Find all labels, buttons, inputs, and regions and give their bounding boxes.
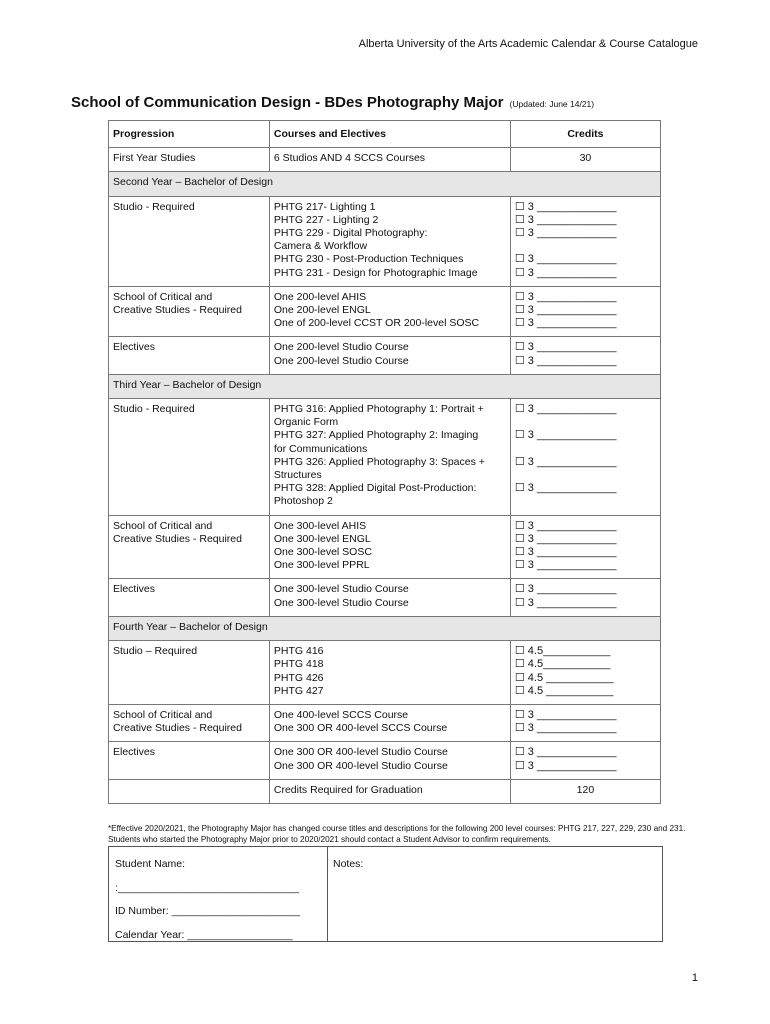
credit-checkbox[interactable]: ☐ 3 _____________ bbox=[514, 746, 617, 759]
cell-line: PHTG 227 - Lighting 2 bbox=[273, 213, 379, 226]
courses-cell bbox=[269, 399, 510, 516]
cell-line: PHTG 328: Applied Digital Post-Production: bbox=[273, 482, 477, 495]
cell-line: Electives bbox=[113, 341, 156, 354]
cell-line: School of Critical and bbox=[113, 708, 213, 721]
section-header-row bbox=[109, 172, 661, 196]
total-credits: 120 bbox=[510, 779, 660, 803]
credit-checkbox bbox=[515, 443, 656, 456]
progression-cell bbox=[109, 286, 270, 337]
cell-line: for Communications bbox=[273, 442, 368, 455]
cell-line: Creative Studies - Required bbox=[113, 532, 242, 545]
first-year-credits: 30 bbox=[510, 148, 660, 172]
courses-cell bbox=[269, 515, 510, 579]
credit-checkbox bbox=[515, 469, 656, 482]
courses-cell bbox=[269, 641, 510, 705]
cell-line: Electives bbox=[113, 583, 156, 596]
credits-cell bbox=[510, 579, 660, 616]
progression-cell bbox=[109, 742, 270, 779]
cell-line: PHTG 326: Applied Photography 3: Spaces + bbox=[273, 455, 485, 468]
notes-label: Notes: bbox=[333, 858, 364, 870]
running-header: Alberta University of the Arts Academic Calendar & Course Catalogue bbox=[358, 38, 698, 50]
student-info-box bbox=[108, 846, 663, 942]
cell-line: Studio – Required bbox=[113, 645, 198, 658]
title-text: School of Communication Design - BDes Photography Major bbox=[71, 94, 504, 111]
cell-line: PHTG 426 bbox=[273, 671, 324, 684]
cell-line: PHTG 416 bbox=[273, 645, 324, 658]
progression-cell bbox=[109, 704, 270, 741]
program-table bbox=[108, 120, 661, 804]
section-title: Second Year – Bachelor of Design bbox=[109, 172, 661, 196]
cell-line: One 300-level Studio Course bbox=[273, 596, 409, 609]
credit-checkbox[interactable]: ☐ 3 _____________ bbox=[514, 722, 617, 735]
courses-cell bbox=[269, 286, 510, 337]
total-row bbox=[109, 779, 661, 803]
cell-line: PHTG 418 bbox=[273, 658, 324, 671]
requirement-row bbox=[109, 196, 661, 286]
credit-checkbox[interactable]: ☐ 3 _____________ bbox=[514, 253, 617, 266]
credit-checkbox[interactable]: ☐ 4.5 ___________ bbox=[514, 684, 614, 697]
credit-checkbox[interactable]: ☐ 3 _____________ bbox=[514, 213, 617, 226]
cell-line: Structures bbox=[273, 469, 322, 482]
cell-line: PHTG 217- Lighting 1 bbox=[273, 200, 376, 213]
cell-line: Camera & Workflow bbox=[273, 240, 368, 253]
section-header-row bbox=[109, 374, 661, 398]
cell-line: One 300-level AHIS bbox=[273, 519, 367, 532]
page-number: 1 bbox=[691, 972, 698, 984]
credit-checkbox[interactable]: ☐ 3 _____________ bbox=[514, 559, 617, 572]
credit-checkbox[interactable]: ☐ 3 _____________ bbox=[514, 403, 617, 416]
cell-line: One 300-level ENGL bbox=[273, 532, 371, 545]
cell-line: PHTG 316: Applied Photography 1: Portrait + bbox=[273, 403, 484, 416]
cell-line: One 200-level ENGL bbox=[273, 304, 371, 317]
cell-line: Studio - Required bbox=[113, 403, 195, 416]
credit-checkbox[interactable]: ☐ 3 _____________ bbox=[514, 317, 617, 330]
first-year-courses: 6 Studios AND 4 SCCS Courses bbox=[269, 148, 510, 172]
student-name-line[interactable]: :_______________________________ bbox=[115, 882, 299, 894]
credit-checkbox[interactable]: ☐ 3 _____________ bbox=[514, 341, 617, 354]
student-name-label: Student Name: bbox=[115, 858, 186, 870]
section-header-row bbox=[109, 616, 661, 640]
cell-line: One 200-level Studio Course bbox=[273, 341, 409, 354]
progression-cell bbox=[109, 399, 270, 516]
credit-checkbox[interactable]: ☐ 3 _____________ bbox=[514, 227, 617, 240]
calendar-year-field[interactable]: Calendar Year: __________________ bbox=[115, 929, 293, 941]
cell-line: One 300 OR 400-level Studio Course bbox=[273, 746, 448, 759]
credit-checkbox[interactable]: ☐ 4.5___________ bbox=[514, 658, 611, 671]
requirement-row bbox=[109, 399, 661, 516]
cell-line: One 400-level SCCS Course bbox=[273, 708, 409, 721]
credit-checkbox[interactable]: ☐ 3 _____________ bbox=[514, 354, 617, 367]
table-header-row bbox=[109, 121, 661, 148]
progression-cell bbox=[109, 337, 270, 374]
credit-checkbox[interactable]: ☐ 3 _____________ bbox=[514, 759, 617, 772]
credit-checkbox[interactable]: ☐ 4.5___________ bbox=[514, 645, 611, 658]
credits-cell bbox=[510, 515, 660, 579]
cell-line: School of Critical and bbox=[113, 290, 213, 303]
cell-line: Photoshop 2 bbox=[273, 495, 333, 508]
total-empty-cell bbox=[109, 779, 270, 803]
cell-line: PHTG 229 - Digital Photography: bbox=[273, 227, 428, 240]
cell-line: One 300-level PPRL bbox=[273, 559, 370, 572]
credit-checkbox[interactable]: ☐ 3 _____________ bbox=[514, 596, 617, 609]
credits-cell bbox=[510, 399, 660, 516]
cell-line: Organic Form bbox=[273, 416, 339, 429]
credit-checkbox bbox=[515, 495, 656, 508]
credit-checkbox bbox=[515, 240, 656, 253]
cell-line: One 300-level SOSC bbox=[273, 546, 372, 559]
credit-checkbox[interactable]: ☐ 3 _____________ bbox=[514, 304, 617, 317]
credits-cell bbox=[510, 704, 660, 741]
courses-cell bbox=[269, 196, 510, 286]
credit-checkbox[interactable]: ☐ 3 _____________ bbox=[514, 583, 617, 596]
cell-line: One 200-level Studio Course bbox=[273, 354, 409, 367]
cell-line: One 200-level AHIS bbox=[273, 290, 367, 303]
cell-line: One of 200-level CCST OR 200-level SOSC bbox=[273, 317, 480, 330]
credits-cell bbox=[510, 286, 660, 337]
requirement-row bbox=[109, 286, 661, 337]
cell-line: One 300-level Studio Course bbox=[273, 583, 409, 596]
box-divider bbox=[327, 847, 328, 941]
cell-line: One 300 OR 400-level SCCS Course bbox=[273, 722, 448, 735]
credit-checkbox[interactable]: ☐ 4.5 ___________ bbox=[514, 671, 614, 684]
id-number-field[interactable]: ID Number: ______________________ bbox=[115, 905, 301, 917]
cell-line: Creative Studies - Required bbox=[113, 304, 242, 317]
progression-cell bbox=[109, 641, 270, 705]
credit-checkbox[interactable]: ☐ 3 _____________ bbox=[514, 519, 617, 532]
cell-line: One 300 OR 400-level Studio Course bbox=[273, 759, 448, 772]
cell-line: School of Critical and bbox=[113, 519, 213, 532]
credit-checkbox[interactable]: ☐ 3 _____________ bbox=[514, 546, 617, 559]
progression-cell bbox=[109, 515, 270, 579]
first-year-row bbox=[109, 148, 661, 172]
credits-cell bbox=[510, 641, 660, 705]
credits-cell bbox=[510, 337, 660, 374]
first-year-label: First Year Studies bbox=[109, 148, 270, 172]
cell-line: PHTG 230 - Post-Production Techniques bbox=[273, 253, 464, 266]
page-title bbox=[71, 94, 594, 111]
courses-cell bbox=[269, 742, 510, 779]
credit-checkbox[interactable]: ☐ 3 _____________ bbox=[514, 708, 617, 721]
requirement-row bbox=[109, 579, 661, 616]
section-title: Fourth Year – Bachelor of Design bbox=[109, 616, 661, 640]
requirement-row bbox=[109, 641, 661, 705]
header-progression: Progression bbox=[109, 121, 270, 148]
cell-line: PHTG 327: Applied Photography 2: Imaging bbox=[273, 429, 479, 442]
requirement-row bbox=[109, 742, 661, 779]
cell-line: Studio - Required bbox=[113, 200, 195, 213]
total-label: Credits Required for Graduation bbox=[269, 779, 510, 803]
requirement-row bbox=[109, 704, 661, 741]
requirement-row bbox=[109, 337, 661, 374]
credit-checkbox bbox=[515, 416, 656, 429]
progression-cell bbox=[109, 196, 270, 286]
credit-checkbox[interactable]: ☐ 3 _____________ bbox=[514, 455, 617, 468]
cell-line: Electives bbox=[113, 746, 156, 759]
credit-checkbox[interactable]: ☐ 3 _____________ bbox=[514, 200, 617, 213]
section-title: Third Year – Bachelor of Design bbox=[109, 374, 661, 398]
header-credits: Credits bbox=[510, 121, 660, 148]
credits-cell bbox=[510, 196, 660, 286]
footnote: *Effective 2020/2021, the Photography Major has changed course titles and descriptions for the following 200 level courses: PHTG 217, 227, 229, 230 and 231. Students who started the Photography Major prior to 2020/2021 should contact a Student Advisor to confirm requirements. bbox=[108, 824, 686, 844]
credit-checkbox[interactable]: ☐ 3 _____________ bbox=[514, 532, 617, 545]
header-courses: Courses and Electives bbox=[269, 121, 510, 148]
updated-date: (Updated: June 14/21) bbox=[509, 99, 595, 109]
credit-checkbox[interactable]: ☐ 3 _____________ bbox=[514, 429, 617, 442]
courses-cell bbox=[269, 704, 510, 741]
progression-cell bbox=[109, 579, 270, 616]
courses-cell bbox=[269, 579, 510, 616]
credits-cell bbox=[510, 742, 660, 779]
cell-line: PHTG 427 bbox=[273, 684, 324, 697]
requirement-row bbox=[109, 515, 661, 579]
credit-checkbox[interactable]: ☐ 3 _____________ bbox=[514, 266, 617, 279]
cell-line: Creative Studies - Required bbox=[113, 722, 242, 735]
credit-checkbox[interactable]: ☐ 3 _____________ bbox=[514, 482, 617, 495]
credit-checkbox[interactable]: ☐ 3 _____________ bbox=[514, 290, 617, 303]
courses-cell bbox=[269, 337, 510, 374]
cell-line: PHTG 231 - Design for Photographic Image bbox=[273, 266, 478, 279]
